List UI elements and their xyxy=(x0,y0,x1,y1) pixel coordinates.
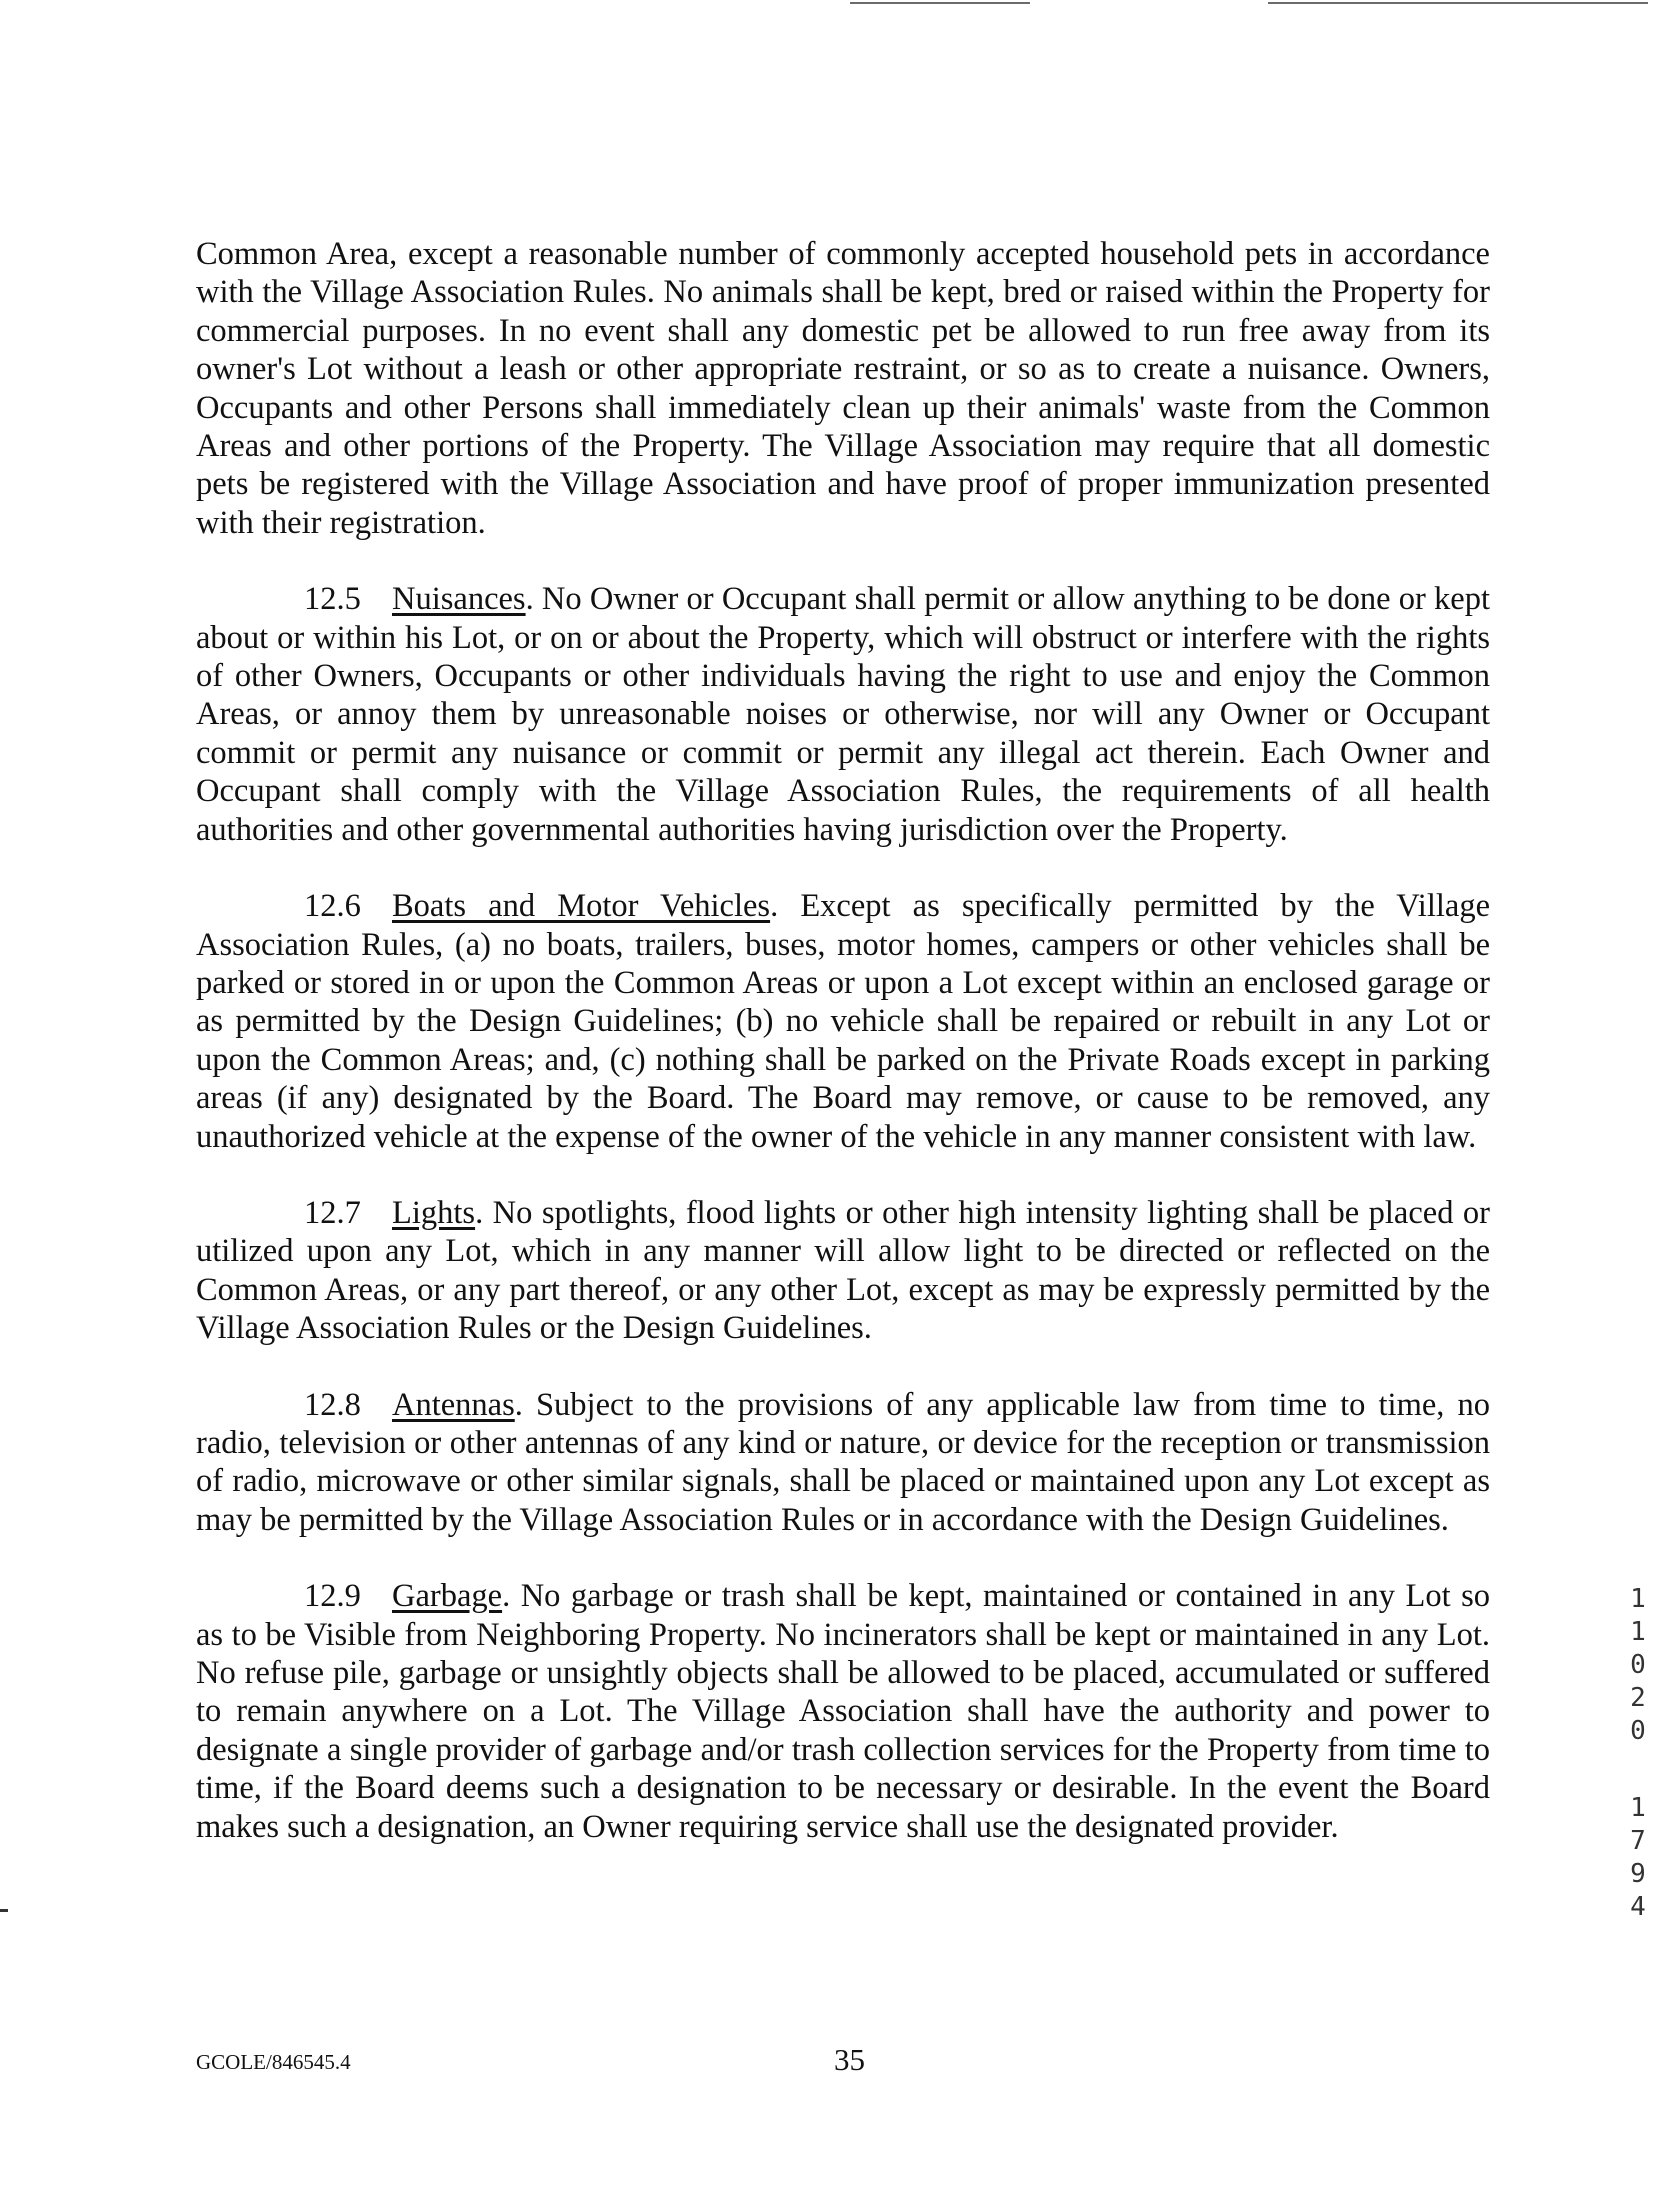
paragraph-text: . No garbage or trash shall be kept, maintained or contained in any Lot so as to be Visible from Neighboring Property. No incinerators shall be kept or maintained in any Lot. No refuse pile, garbage or unsightly objects shall be allowed to be placed, accumulated or suffered to remain anywhere on a Lot. The Village Association shall have the authority and power to designate a single provider of garbage and/or trash collection services for the Property from time to time, if the Board deems such a designation to be necessary or desirable. In the event the Board makes such a designation, an Owner requiring service shall use the designated provider. xyxy=(196,1578,1490,1845)
scan-edge-mark xyxy=(1268,2,1648,4)
document-body xyxy=(196,235,1490,1884)
stamp-digit: 7 xyxy=(1630,1826,1646,1856)
paragraph-text: . No spotlights, flood lights or other high intensity lighting shall be placed or utilized upon any Lot, which in any manner will allow light to be directed or reflected on the Common Areas, or any part thereof, or any other Lot, except as may be expressly permitted by the Village Association Rules or the Design Guidelines. xyxy=(196,1194,1490,1347)
section-number: 12.6 xyxy=(304,888,361,925)
recording-stamp-upper xyxy=(1626,1583,1650,1748)
document-identifier: GCOLE/846545.4 xyxy=(196,2050,351,2074)
paragraph-section-12-5 xyxy=(196,580,1490,849)
stamp-digit: 1 xyxy=(1630,1584,1646,1614)
stamp-digit: 0 xyxy=(1630,1650,1646,1680)
stamp-digit: 9 xyxy=(1630,1859,1646,1889)
paragraph-section-12-7 xyxy=(196,1194,1490,1348)
section-heading: Garbage xyxy=(392,1578,503,1615)
section-number: 12.5 xyxy=(304,581,361,618)
scan-edge-mark xyxy=(0,1909,8,1912)
paragraph-text: . Except as specifically permitted by the Village Association Rules, (a) no boats, trailers, buses, motor homes, campers or other vehicles shall be parked or stored in or upon the Common Areas or upon a Lot except within an enclosed garage or as permitted by the Design Guidelines; (b) no vehicle shall be repaired or rebuilt in any Lot or upon the Common Areas; and, (c) nothing shall be parked on the Private Roads except in parking areas (if any) designated by the Board. The Board may remove, or cause to be removed, any unauthorized vehicle at the expense of the owner of the vehicle in any manner consistent with law. xyxy=(196,888,1490,1155)
section-heading: Boats and Motor Vehicles xyxy=(392,888,771,925)
section-number: 12.8 xyxy=(304,1386,361,1423)
section-number: 12.7 xyxy=(304,1194,361,1231)
paragraph-section-12-8 xyxy=(196,1386,1490,1540)
stamp-digit: 2 xyxy=(1630,1683,1646,1713)
section-heading: Antennas xyxy=(392,1386,515,1423)
section-heading: Lights xyxy=(392,1194,476,1231)
paragraph-text: . Subject to the provisions of any applicable law from time to time, no radio, television or other antennas of any kind or nature, or device for the reception or transmission of radio, microwave or other similar signals, shall be placed or maintained upon any Lot except as may be permitted by the Village Association Rules or in accordance with the Design Guidelines. xyxy=(196,1386,1490,1538)
paragraph-text: . No Owner or Occupant shall permit or allow anything to be done or kept about or within his Lot, or on or about the Property, which will obstruct or interfere with the rights of other Owners, Occupants or other individuals having the right to use and enjoy the Common Areas, or annoy them by unreasonable noises or otherwise, nor will any Owner or Occupant commit or permit any nuisance or commit or permit any illegal act therein. Each Owner and Occupant shall comply with the Village Association Rules, the requirements of all health authorities and other governmental authorities having jurisdiction over the Property. xyxy=(196,581,1490,848)
paragraph-section-12-6 xyxy=(196,887,1490,1156)
stamp-digit: 0 xyxy=(1630,1716,1646,1746)
section-number: 12.9 xyxy=(304,1578,361,1615)
stamp-digit: 1 xyxy=(1630,1793,1646,1823)
paragraph-section-12-9 xyxy=(196,1577,1490,1846)
paragraph-text: Common Area, except a reasonable number of commonly accepted household pets in accordance with the Village Association Rules. No animals shall be kept, bred or raised within the Property for commercial purposes. In no event shall any domestic pet be allowed to run free away from its owner's Lot without a leash or other appropriate restraint, or so as to create a nuisance. Owners, Occupants and other Persons shall immediately clean up their animals' waste from the Common Areas and other portions of the Property. The Village Association may require that all domestic pets be registered with the Village Association and have proof of proper immunization presented with their registration. xyxy=(196,236,1490,541)
paragraph-pets-continued xyxy=(196,235,1490,542)
recording-stamp-lower xyxy=(1626,1792,1650,1924)
page-number: 35 xyxy=(834,2042,865,2077)
section-heading: Nuisances xyxy=(392,581,526,618)
stamp-digit: 1 xyxy=(1630,1617,1646,1647)
scan-edge-mark xyxy=(850,2,1030,4)
stamp-digit: 4 xyxy=(1630,1892,1646,1922)
